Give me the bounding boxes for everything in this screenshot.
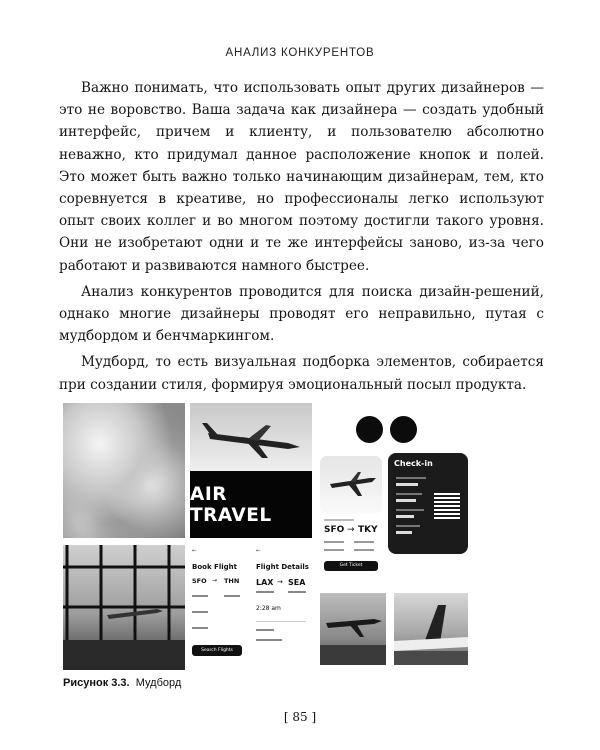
details-to: SEA [288,578,306,587]
qr-code [434,493,460,519]
airplane-icon [320,593,386,665]
check-in-title: Check-in [394,459,433,468]
paragraph: Важно понимать, что использовать опыт других дизайнеров — это не воровство. Ваша задача как дизайнера — создать удобный интерфейс, причем и клиенту, и пользователю абсолютно неважно, кто придумал данное расположение кнопок и полей. Это может быть важно только начинающим дизайнерам, тем, кто соревнуется в креативе, но профессионалы легко используют опыт своих коллег и во многом поэтому достигли такого уровня. Они не изобретают одни и те же интерфейсы заново, из-за чего работают и развиваются намного быстрее. [59,80,544,274]
route-card [320,515,382,583]
caption-text: Мудборд [135,677,182,689]
arrow-right-icon: → [347,525,355,535]
tail-photo [394,593,468,665]
decor-dots [356,413,418,447]
decor-dot [390,416,417,443]
check-in-card [388,453,468,554]
get-ticket-button[interactable]: Get Ticket [324,561,378,571]
route-to: TKY [358,525,378,535]
airplane-icon [320,456,382,514]
book-flight-title: Book Flight [192,563,237,571]
flight-details-title: Flight Details [256,563,309,571]
paragraph: Анализ конкурентов проводится для поиска дизайн-решений, однако многие дизайнеры проводят его неправильно, путая с мудбордом и бенчмаркингом. [59,283,544,345]
book-from: SFO [192,577,207,585]
plane-sky-photo [190,403,312,471]
plane-card [320,456,382,514]
flight-details-screen [254,545,314,665]
back-icon[interactable]: ← [192,548,197,554]
back-icon[interactable]: ← [256,548,261,554]
search-flights-button[interactable]: Search Flights [192,645,242,656]
page-number: [ 85 ] [283,710,317,724]
air-travel-banner: AIR TRAVEL [190,471,312,538]
paragraph: Мудборд, то есть визуальная подборка элементов, собирается при создании стиля, формируя эмоциональный посыл продукта. [59,354,544,393]
clouds-photo [63,403,185,538]
caption-label: Рисунок 3.3. [63,677,130,689]
details-from: LAX [256,578,274,587]
details-time: 2:28 am [256,605,281,612]
arrow-right-icon: → [212,577,218,584]
running-header: АНАЛИЗ КОНКУРЕНТОВ [225,47,375,59]
airplane-tail-icon [394,593,468,665]
window-frame-graphic [63,545,185,670]
jet-photo [320,593,386,665]
airport-gate-photo [63,545,185,670]
book-to: THN [224,577,240,585]
arrow-right-icon: → [277,578,283,586]
figure-caption [63,677,181,689]
airplane-icon [190,403,312,471]
moodboard-figure [63,403,537,665]
route-from: SFO [324,525,345,535]
body-text [59,77,544,396]
book-flight-screen [190,545,247,665]
decor-dot [356,416,383,443]
